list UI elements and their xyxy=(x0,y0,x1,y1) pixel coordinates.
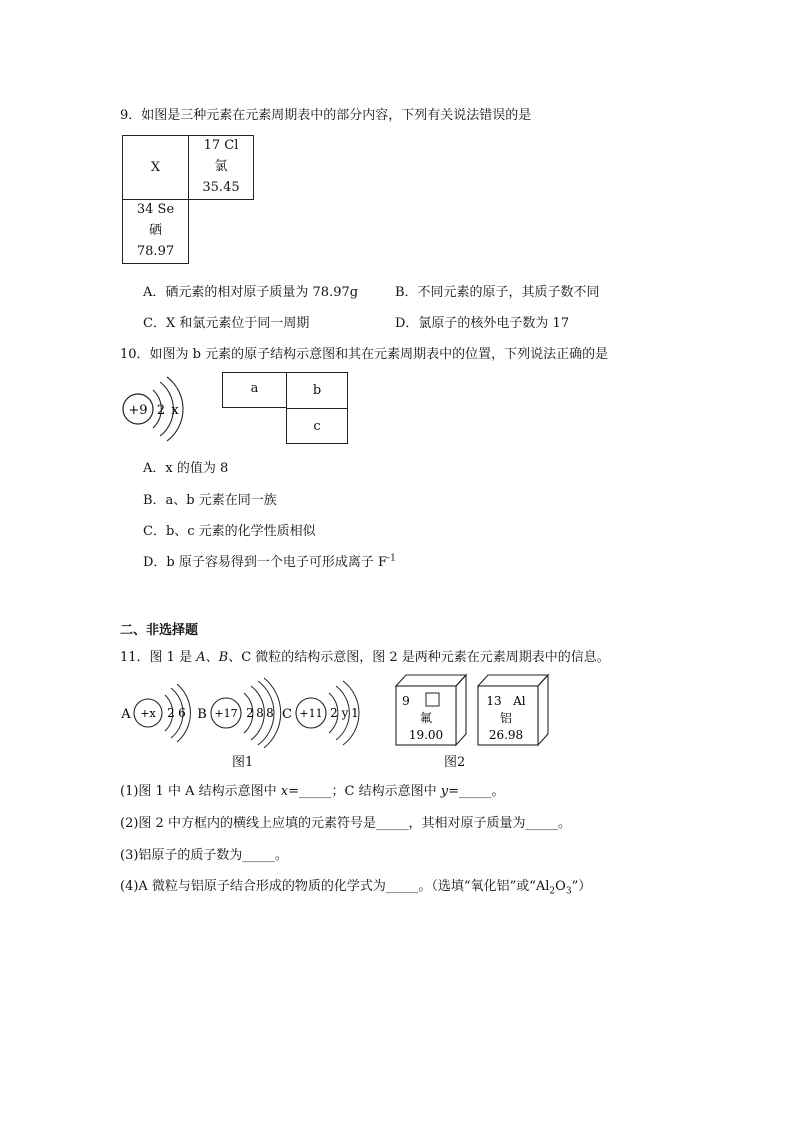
f-name: 氟 xyxy=(419,711,433,725)
q11-stem-b-letter: B xyxy=(218,650,229,665)
q9-option-c: C．X 和氯元素位于同一周期 xyxy=(143,316,310,331)
q11-sub4 xyxy=(120,875,591,897)
q11-stem-part2: 、 xyxy=(205,650,219,665)
cl-mass: 35.45 xyxy=(202,180,240,195)
cell-b xyxy=(286,372,348,409)
se-name: 硒 xyxy=(148,223,162,238)
q10-stem: 10．如图为 b 元素的原子结构示意图和其在元素周期表中的位置，下列说法正确的是 xyxy=(120,347,609,362)
atom-c-nucleus: +11 xyxy=(299,707,323,720)
q10-shell2: x xyxy=(171,403,179,418)
f-number: 9 xyxy=(402,694,410,708)
cell-b-label: b xyxy=(312,383,322,398)
cell-c-label: c xyxy=(313,419,321,434)
q9-option-a: A．硒元素的相对原子质量为 78.97g xyxy=(143,285,359,300)
atom-a-label: A xyxy=(121,707,131,722)
q11-stem-part3: 、C 微粒的结构示意图，图 2 是两种元素在元素周期表中的信息。 xyxy=(228,650,610,665)
q10-option-d xyxy=(143,551,396,570)
atom-a-nucleus: +x xyxy=(140,707,156,720)
cell-x xyxy=(122,135,189,200)
q11-stem xyxy=(120,646,610,665)
cl-name: 氯 xyxy=(214,159,228,174)
q11-stem-a-letter: A xyxy=(196,650,206,665)
q10-option-c: C．b、c 元素的化学性质相似 xyxy=(143,524,316,539)
q9-option-b: B．不同元素的原子，其质子数不同 xyxy=(395,285,600,300)
se-number-symbol: 34 Se xyxy=(136,202,175,217)
q10-shell1: 2 xyxy=(156,403,166,418)
atom-b-shell1: 2 xyxy=(246,706,254,720)
se-mass: 78.97 xyxy=(136,244,175,259)
cell-c xyxy=(286,408,348,444)
atom-b-shell3: 8 xyxy=(266,706,274,720)
atom-a-shell2: 6 xyxy=(178,706,186,720)
sub1-part1: (1)图 1 中 A 结构示意图中 xyxy=(120,784,281,799)
q9-option-d: D．氯原子的核外电子数为 17 xyxy=(395,316,570,331)
q11-sub1 xyxy=(120,780,504,799)
sub4-subscript-2: 2 xyxy=(549,886,556,897)
sub1-var-x: x xyxy=(280,784,289,799)
figure-1-atom-diagrams xyxy=(115,676,385,756)
cell-a-label: a xyxy=(250,381,259,396)
atom-a-shell1: 2 xyxy=(167,706,175,720)
al-mass: 26.98 xyxy=(488,728,524,742)
q10-option-a: A．x 的值为 8 xyxy=(143,461,229,476)
q11-sub3: (3)铝原子的质子数为_____。 xyxy=(120,848,288,863)
cell-x-label: X xyxy=(150,160,161,175)
cell-a xyxy=(222,372,287,408)
figure-2-element-cubes xyxy=(392,672,552,748)
sub4-part3: ”） xyxy=(571,879,592,894)
atom-c-shell2: y xyxy=(341,706,349,720)
atom-c-shell3: 1 xyxy=(351,706,359,720)
atom-c-label: C xyxy=(282,707,292,722)
cl-number-symbol: 17 Cl xyxy=(203,138,239,153)
q10-option-b: B．a、b 元素在同一族 xyxy=(143,493,277,508)
q10-option-d-text: D．b 原子容易得到一个电子可形成离子 F xyxy=(143,555,388,570)
q10-atom-diagram xyxy=(115,372,190,444)
sub1-var-y: y xyxy=(440,784,449,799)
atom-c-shell1: 2 xyxy=(330,706,338,720)
q9-stem: 9．如图是三种元素在元素周期表中的部分内容，下列有关说法错误的是 xyxy=(120,108,532,123)
q11-stem-part1: 11．图 1 是 xyxy=(120,650,197,665)
al-number-symbol: 13 Al xyxy=(486,694,526,708)
sub1-part3: =_____。 xyxy=(448,784,505,799)
sub4-part2: O xyxy=(555,879,566,894)
figure-2-caption: 图2 xyxy=(444,755,466,770)
figure-1-caption: 图1 xyxy=(232,755,254,770)
q11-sub2: (2)图 2 中方框内的横线上应填的元素符号是_____，其相对原子质量为_____。 xyxy=(120,816,571,831)
sub4-subscript-3: 3 xyxy=(565,886,572,897)
q10-nucleus: +9 xyxy=(128,403,148,418)
q10-option-d-charge: -1 xyxy=(387,553,396,564)
sub4-part1: (4)A 微粒与铝原子结合形成的物质的化学式为_____。（选填“氧化铝”或“Al xyxy=(120,879,550,894)
atom-b-label: B xyxy=(197,707,207,722)
section-title: 二、非选择题 xyxy=(120,623,199,638)
f-mass: 19.00 xyxy=(408,728,444,742)
atom-b-shell2: 8 xyxy=(256,706,264,720)
atom-b-nucleus: +17 xyxy=(214,707,238,720)
sub1-part2: =_____；C 结构示意图中 xyxy=(288,784,441,799)
al-name: 铝 xyxy=(499,711,513,725)
cell-cl xyxy=(188,135,254,200)
cell-se xyxy=(122,199,189,264)
